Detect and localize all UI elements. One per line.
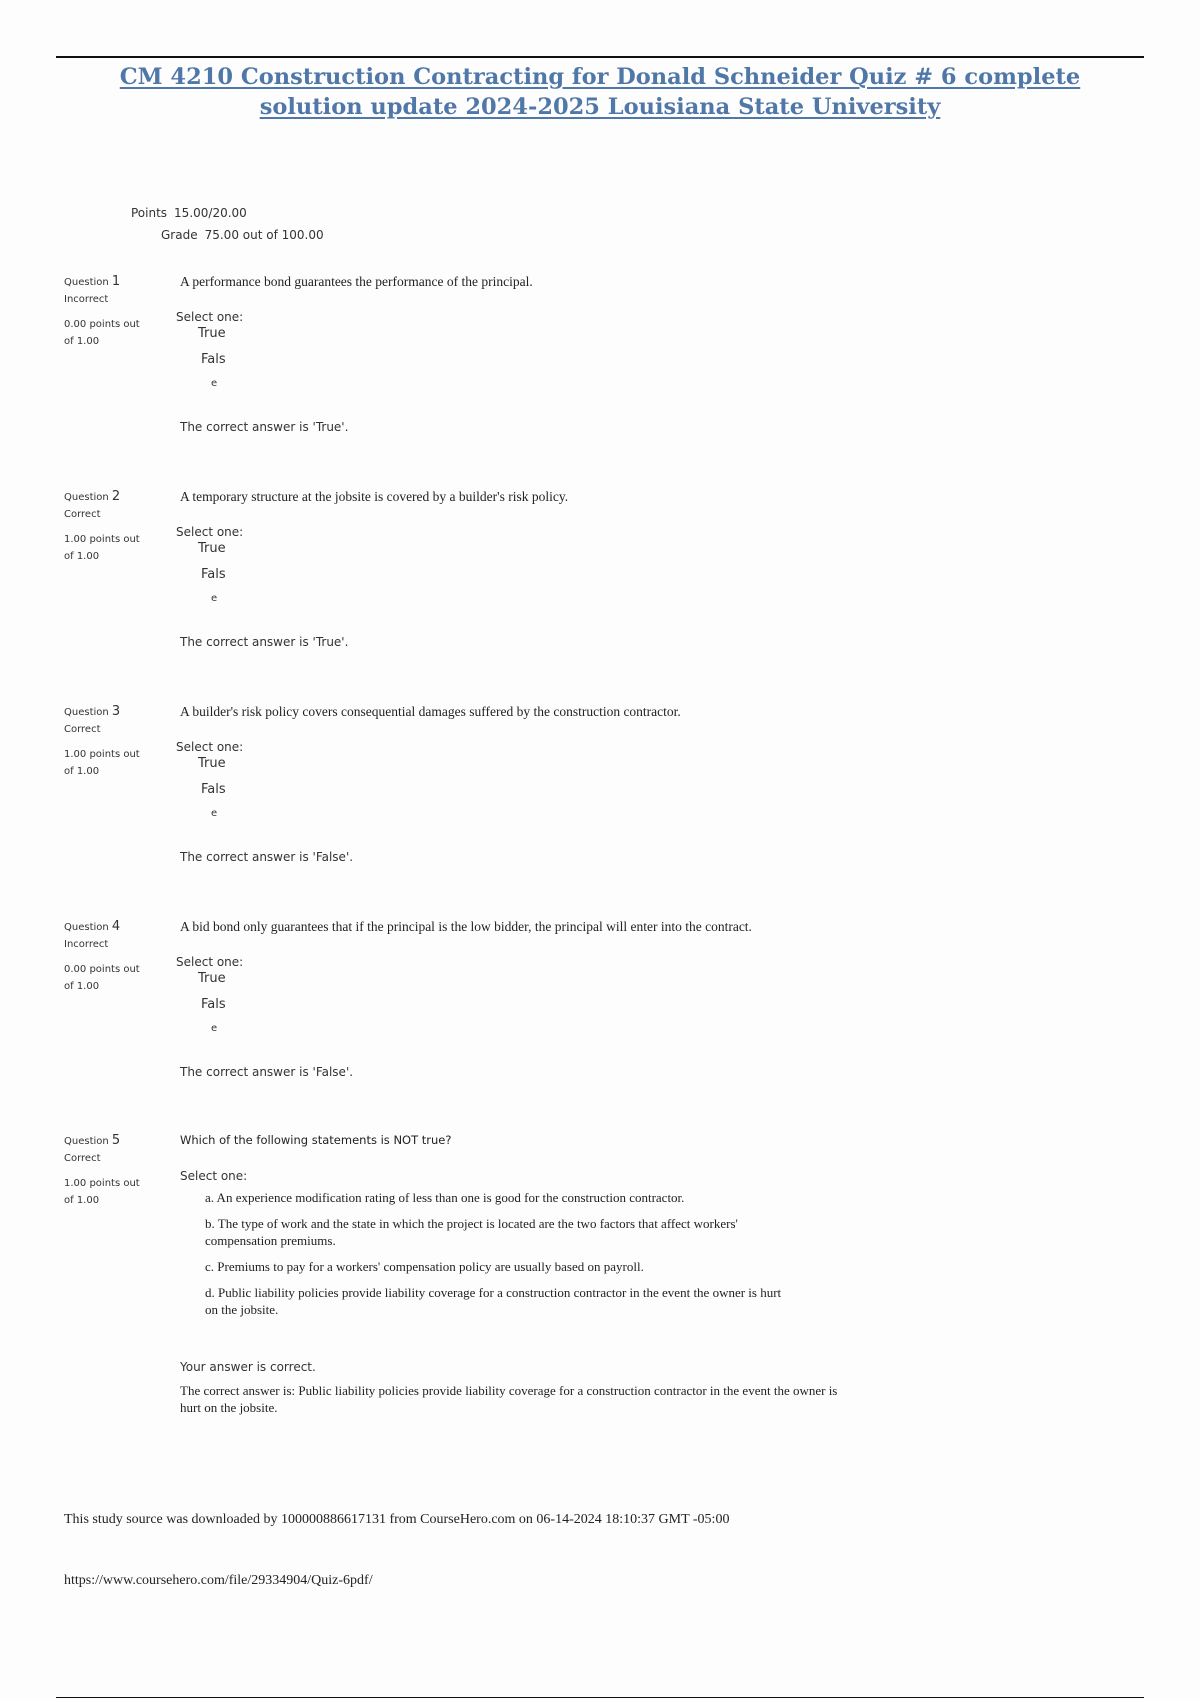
grade-summary <box>161 228 324 242</box>
option-false[interactable]: Fals <box>201 352 226 367</box>
points-label: Points <box>131 206 168 220</box>
download-note: This study source was downloaded by 100000886617131 from CourseHero.com on 06-14-2024 18:10:37 GMT -05:00 <box>64 1512 730 1527</box>
select-one-label: Select one: <box>176 525 244 539</box>
question-info <box>64 274 154 350</box>
option-false-wrap: e <box>211 1023 218 1034</box>
top-rule <box>56 56 1144 58</box>
option-true[interactable]: True <box>198 756 226 771</box>
question-body <box>176 919 980 1079</box>
question-info <box>64 489 154 565</box>
title-line-2: solution update 2024-2025 Louisiana State University <box>259 94 941 120</box>
option-false-wrap: e <box>211 378 218 389</box>
answer-choices <box>205 1189 980 1318</box>
correct-answer: The correct answer is: Public liability policies provide liability coverage for a construction contractor in the event the owner is hurt on the jobsite. <box>180 1383 838 1415</box>
option-false[interactable]: Fals <box>201 782 226 797</box>
correct-answer: The correct answer is 'False'. <box>180 850 354 864</box>
question-status: Correct <box>64 509 101 520</box>
question-number: Question 3 <box>64 704 121 719</box>
correct-answer: The correct answer is 'True'. <box>180 635 349 649</box>
question-info <box>64 704 154 780</box>
option-false-wrap: e <box>211 808 218 819</box>
bottom-rule <box>56 1697 1144 1698</box>
points-summary <box>131 206 247 220</box>
select-one-label: Select one: <box>180 1169 248 1183</box>
option-false[interactable]: Fals <box>201 567 226 582</box>
question-status: Correct <box>64 1153 101 1164</box>
question-points: 1.00 points out of 1.00 <box>64 534 140 562</box>
choice-b[interactable]: b. The type of work and the state in which the project is located are the two factors that affect workers' compensation premiums. <box>205 1216 738 1248</box>
grade-value: 75.00 out of 100.00 <box>204 228 324 242</box>
grade-label: Grade <box>161 228 198 242</box>
choice-a[interactable]: a. An experience modification rating of less than one is good for the construction contractor. <box>205 1190 685 1205</box>
question-points: 0.00 points out of 1.00 <box>64 319 140 347</box>
question-body <box>180 1133 980 1416</box>
question-body <box>176 704 980 864</box>
question-status: Correct <box>64 724 101 735</box>
option-true[interactable]: True <box>198 326 226 341</box>
question-status: Incorrect <box>64 294 109 305</box>
choice-c[interactable]: c. Premiums to pay for a workers' compensation policy are usually based on payroll. <box>205 1259 644 1274</box>
option-false-wrap: e <box>211 593 218 604</box>
question-text: A performance bond guarantees the performance of the principal. <box>180 274 533 289</box>
option-true[interactable]: True <box>198 541 226 556</box>
question-info <box>64 919 154 995</box>
select-one-label: Select one: <box>176 955 244 969</box>
question-text: Which of the following statements is NOT true? <box>180 1133 452 1147</box>
select-one-label: Select one: <box>176 740 244 754</box>
question-number: Question 1 <box>64 274 121 289</box>
question-status: Incorrect <box>64 939 109 950</box>
question-text: A temporary structure at the jobsite is covered by a builder's risk policy. <box>180 489 569 504</box>
select-one-label: Select one: <box>176 310 244 324</box>
question-number: Question 5 <box>64 1133 121 1148</box>
document-title <box>60 62 1140 122</box>
answer-feedback: Your answer is correct. <box>180 1360 316 1374</box>
question-points: 0.00 points out of 1.00 <box>64 964 140 992</box>
question-text: A bid bond only guarantees that if the principal is the low bidder, the principal will enter into the contract. <box>180 919 752 934</box>
option-false[interactable]: Fals <box>201 997 226 1012</box>
source-url[interactable]: https://www.coursehero.com/file/29334904/Quiz-6pdf/ <box>64 1573 373 1588</box>
question-points: 1.00 points out of 1.00 <box>64 749 140 777</box>
question-points: 1.00 points out of 1.00 <box>64 1178 140 1206</box>
question-number: Question 4 <box>64 919 121 934</box>
points-value: 15.00/20.00 <box>174 206 247 220</box>
correct-answer: The correct answer is 'True'. <box>180 420 349 434</box>
title-line-1: CM 4210 Construction Contracting for Donald Schneider Quiz # 6 complete <box>119 64 1081 90</box>
option-true[interactable]: True <box>198 971 226 986</box>
question-number: Question 2 <box>64 489 121 504</box>
question-body <box>176 489 980 649</box>
question-text: A builder's risk policy covers consequential damages suffered by the construction contractor. <box>180 704 681 719</box>
question-body <box>176 274 980 434</box>
correct-answer: The correct answer is 'False'. <box>180 1065 354 1079</box>
choice-d[interactable]: d. Public liability policies provide liability coverage for a construction contractor in the event the owner is hurt on the jobsite. <box>205 1285 782 1317</box>
question-info <box>64 1133 154 1209</box>
